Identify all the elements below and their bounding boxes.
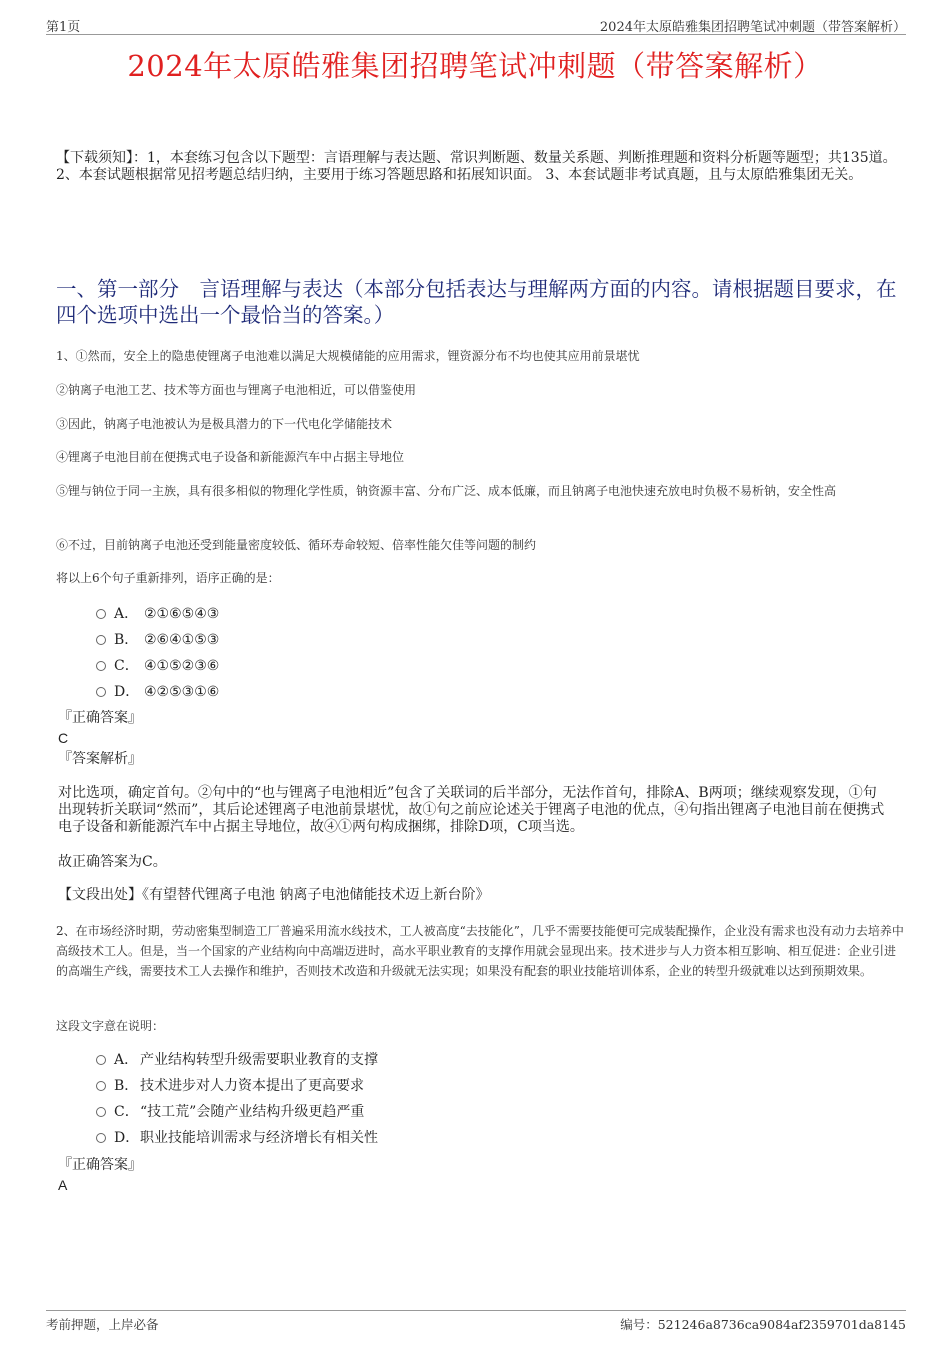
option-key: D． (114, 1130, 140, 1146)
option-text: ②⑥④①⑤③ (144, 632, 220, 648)
radio-icon[interactable] (96, 661, 106, 671)
radio-icon[interactable] (96, 1107, 106, 1117)
radio-icon[interactable] (96, 1081, 106, 1091)
option-key: C． (114, 1104, 139, 1120)
option-key: B． (114, 1078, 139, 1094)
q1-sentence-5: ⑤锂与钠位于同一主族，具有很多相似的物理化学性质，钠资源丰富、分布广泛、成本低廉，而且钠离子电池快速充放电时负极不易析钠，安全性高 (56, 484, 837, 498)
q1-prompt: 将以上6个句子重新排列，语序正确的是： (56, 571, 280, 585)
option-text: ④①⑤②③⑥ (144, 658, 220, 674)
q1-conclusion: 故正确答案为C。 (58, 854, 167, 870)
option-key: A． (114, 606, 139, 622)
q2-stem: 2、在市场经济时期，劳动密集型制造工厂普遍采用流水线技术，工人被高度“去技能化”，几乎不需要技能便可完成装配操作，企业没有需求也没有动力去培养中高级技术工人。但是，当一个国家的产业结构向中高端迈进时，高水平职业教育的支撑作用就会显现出来。技术进步与人力资本相互影响、相互促进：企业引进的高端生产线，需要技术工人去操作和维护，否则技术改造和升级就无法实现；如果没有配套的职业技能培训体系，企业的转型升级就难以达到预期效果。 (56, 924, 904, 978)
option-text: 职业技能培训需求与经济增长有相关性 (140, 1130, 378, 1146)
option-text: ②①⑥⑤④③ (144, 606, 220, 622)
option-text: 技术进步对人力资本提出了更高要求 (140, 1078, 364, 1094)
option-key: C． (114, 658, 139, 674)
radio-icon[interactable] (96, 1133, 106, 1143)
page-number: 第1页 (46, 20, 81, 35)
q1-analysis-label: 『答案解析』 (58, 751, 142, 767)
option-key: B． (114, 632, 139, 648)
radio-icon[interactable] (96, 609, 106, 619)
document-title: 2024年太原皓雅集团招聘笔试冲刺题（带答案解析） (127, 49, 823, 83)
radio-icon[interactable] (96, 635, 106, 645)
option-text: 产业结构转型升级需要职业教育的支撑 (140, 1052, 378, 1068)
header-doc-title: 2024年太原皓雅集团招聘笔试冲刺题（带答案解析） (599, 20, 906, 35)
page-header (46, 16, 906, 35)
q1-sentence-3: ③因此，钠离子电池被认为是极具潜力的下一代电化学储能技术 (56, 417, 393, 431)
q1-answer: C (58, 730, 69, 746)
section-heading: 一、第一部分 言语理解与表达（本部分包括表达与理解两方面的内容。请根据题目要求，在四个选项中选出一个最恰当的答案。） (56, 277, 897, 327)
q1-answer-label: 『正确答案』 (58, 710, 142, 726)
radio-icon[interactable] (96, 1055, 106, 1065)
footer-slogan: 考前押题，上岸必备 (46, 1317, 159, 1332)
q1-analysis: 对比选项，确定首句。②句中的“也与锂离子电池相近”包含了关联词的后半部分，无法作首句，排除A、B两项；继续观察发现，①句出现转折关联词“然而”，其后论述锂离子电池前景堪忧，故①句之前应论述关于锂离子电池的优点，④句指出锂离子电池目前在便携式电子设备和新能源汽车中占据主导地位，故④①两句构成捆绑，排除D项，C项当选。 (58, 785, 885, 835)
option-key: D． (114, 684, 140, 700)
option-text: “技工荒”会随产业结构升级更趋严重 (140, 1104, 365, 1120)
q2-prompt: 这段文字意在说明： (56, 1019, 165, 1033)
q1-source: 【文段出处】《有望替代锂离子电池 钠离子电池储能技术迈上新台阶》 (58, 887, 490, 903)
option-key: A． (114, 1052, 139, 1068)
q1-sentence-4: ④锂离子电池目前在便携式电子设备和新能源汽车中占据主导地位 (56, 450, 405, 464)
q1-sentence-6: ⑥不过，目前钠离子电池还受到能量密度较低、循环寿命较短、倍率性能欠佳等问题的制约 (56, 538, 537, 552)
radio-icon[interactable] (96, 687, 106, 697)
download-notice: 【下载须知】：1，本套练习包含以下题型：言语理解与表达题、常识判断题、数量关系题、判断推理题和资料分析题等题型；共135道。 2、本套试题根据常见招考题总结归纳，主要用于练习答题思路和拓展知识面。 3、本套试题非考试真题，且与太原皓雅集团无关。 (56, 150, 897, 183)
footer-serial: 编号：521246a8736ca9084af2359701da8145 (620, 1317, 906, 1332)
option-text: ④②⑤③①⑥ (144, 684, 220, 700)
q1-sentence-1: 1、①然而，安全上的隐患使锂离子电池难以满足大规模储能的应用需求，锂资源分布不均也使其应用前景堪忧 (56, 349, 640, 363)
q2-answer: A (58, 1177, 68, 1193)
page-footer (46, 1310, 906, 1331)
q2-answer-label: 『正确答案』 (58, 1157, 142, 1173)
q1-sentence-2: ②钠离子电池工艺、技术等方面也与锂离子电池相近，可以借鉴使用 (56, 383, 417, 397)
